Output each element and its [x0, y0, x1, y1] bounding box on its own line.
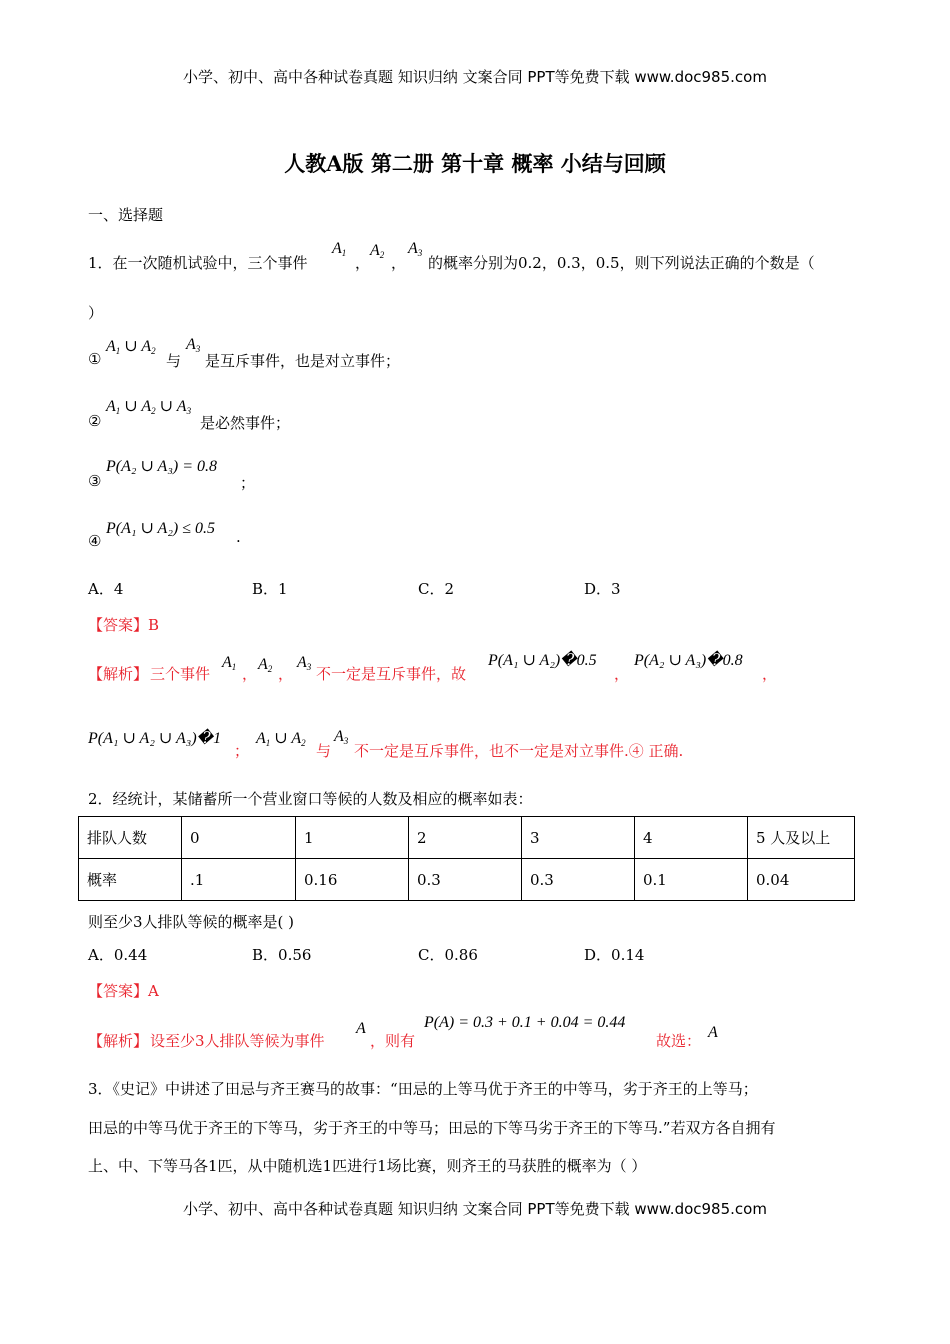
table-cell: 0.3	[409, 859, 522, 901]
q1-statement-1-num: ①	[88, 350, 102, 368]
table-cell: 3	[522, 817, 635, 859]
q1-analysis-text: 与	[316, 742, 332, 760]
table-cell: 0.1	[635, 859, 748, 901]
q1-statement-1-text: 是互斥事件，也是对立事件；	[205, 352, 401, 370]
q3-line-3: 上、中、下等马各1匹，从中随机选1匹进行1场比赛，则齐王的马获胜的概率为（ ）	[88, 1157, 647, 1175]
table-cell: 4	[635, 817, 748, 859]
q3-line-1: 3．《史记》中讲述了田忌与齐王赛马的故事：“田忌的上等马优于齐王的中等马，劣于齐王的上等马；	[88, 1080, 758, 1098]
q1-comma: ，	[762, 665, 778, 683]
page-header: 小学、初中、高中各种试卷真题 知识归纳 文案合同 PPT等免费下载 www.doc985.com	[183, 68, 767, 86]
q1-analysis-text: 不一定是互斥事件，故	[316, 665, 467, 683]
q2-option-b: B．0.56	[252, 946, 312, 964]
q1-event-a3: $A_3$	[334, 728, 349, 746]
q1-formula-2: P(A₂ ∪ A₃)�0.8	[634, 652, 743, 669]
q1-comma: ，	[614, 665, 630, 683]
q1-stem-close: ）	[88, 304, 104, 322]
q1-analysis-text: 三个事件	[150, 665, 211, 683]
table-cell: 0.16	[296, 859, 409, 901]
q1-formula-3: P(A₁ ∪ A₂ ∪ A₃)�1	[88, 730, 222, 747]
q1-event-a2: $A_2$	[370, 242, 385, 260]
q2-option-c: C．0.86	[418, 946, 478, 964]
q2-option-a: A．0.44	[88, 946, 148, 964]
table-row	[79, 817, 855, 859]
q1-comma: ，	[355, 254, 371, 272]
q1-statement-3-num: ③	[88, 472, 102, 490]
table-cell: 概率	[79, 859, 182, 901]
page-footer: 小学、初中、高中各种试卷真题 知识归纳 文案合同 PPT等免费下载 www.doc985.com	[183, 1200, 767, 1218]
q1-statement-3-end: ；	[240, 474, 256, 492]
table-cell: 0.3	[522, 859, 635, 901]
q2-analysis-label: 【解析】	[88, 1032, 149, 1050]
q1-statement-2-formula: $A_1$ ∪ $A_2$ ∪ $A_3$	[106, 398, 192, 416]
q2-question: 则至少3人排队等候的概率是( )	[88, 913, 295, 931]
q2-analysis-text: 故选：	[656, 1032, 702, 1050]
q1-analysis-label: 【解析】	[88, 665, 149, 683]
q1-comma: ，	[278, 665, 294, 683]
table-cell: 1	[296, 817, 409, 859]
q2-formula: P(A) = 0.3 + 0.1 + 0.04 = 0.44	[424, 1014, 626, 1031]
q1-statement-2-text: 是必然事件；	[200, 414, 291, 432]
q2-event-variable: A	[356, 1020, 366, 1037]
table-cell: 0.04	[748, 859, 855, 901]
q1-option-d: D．3	[584, 580, 621, 598]
q1-statement-4-formula: P(A₁ ∪ A₂) ≤ 0.5	[106, 520, 215, 537]
q2-analysis-text: 设至少3人排队等候为事件	[150, 1032, 325, 1050]
q1-semicolon: ；	[234, 742, 250, 760]
section-heading: 一、选择题	[88, 206, 164, 224]
q1-event-a2: $A_2$	[258, 656, 273, 674]
table-cell: 排队人数	[79, 817, 182, 859]
q1-statement-4-num: ④	[88, 532, 102, 550]
q1-statement-3-formula: P(A₂ ∪ A₃) = 0.8	[106, 458, 218, 475]
q1-analysis-text: 不一定是互斥事件，也不一定是对立事件.④ 正确.	[354, 742, 684, 760]
q1-comma: ，	[242, 665, 258, 683]
q1-statement-1-formula: $A_1$ ∪ $A_2$	[106, 338, 156, 356]
q2-answer: 【答案】A	[88, 982, 159, 1000]
q1-event-a1: $A_1$	[222, 654, 237, 672]
q1-statement-1-a3: $A_3$	[186, 336, 201, 354]
q3-line-2: 田忌的中等马优于齐王的下等马，劣于齐王的中等马；田忌的下等马劣于齐王的下等马.”若双方各自拥有	[88, 1119, 776, 1137]
q2-option-d: D．0.14	[584, 946, 645, 964]
table-row	[79, 859, 855, 901]
q1-event-a3: $A_3$	[408, 240, 423, 258]
q1-answer: 【答案】B	[88, 616, 160, 634]
q1-comma: ，	[391, 254, 407, 272]
q1-stem-start: 1．在一次随机试验中，三个事件	[88, 254, 308, 272]
q1-option-a: A．4	[88, 580, 124, 598]
q1-option-b: B．1	[252, 580, 288, 598]
page-title: 人教A版 第二册 第十章 概率 小结与回顾	[284, 151, 666, 176]
q2-probability-table	[78, 816, 855, 901]
q1-event-a1: $A_1$	[332, 240, 347, 258]
q2-analysis-text: ，则有	[370, 1032, 416, 1050]
q1-statement-4-end: .	[236, 528, 241, 546]
table-cell: .1	[182, 859, 296, 901]
q1-statement-1-text: 与	[166, 352, 182, 370]
table-cell: 0	[182, 817, 296, 859]
table-cell: 2	[409, 817, 522, 859]
q1-stem-end: 的概率分别为0.2，0.3，0.5，则下列说法正确的个数是（	[428, 254, 815, 272]
q2-stem: 2．经统计，某储蓄所一个营业窗口等候的人数及相应的概率如表：	[88, 790, 533, 808]
q1-union-a1-a2: $A_1$ ∪ $A_2$	[256, 730, 306, 748]
q1-formula-1: P(A₁ ∪ A₂)�0.5	[488, 652, 597, 669]
q1-statement-2-num: ②	[88, 412, 102, 430]
q1-option-c: C．2	[418, 580, 455, 598]
q1-event-a3: $A_3$	[297, 654, 312, 672]
q2-choice: A	[708, 1024, 718, 1041]
table-cell: 5 人及以上	[748, 817, 855, 859]
